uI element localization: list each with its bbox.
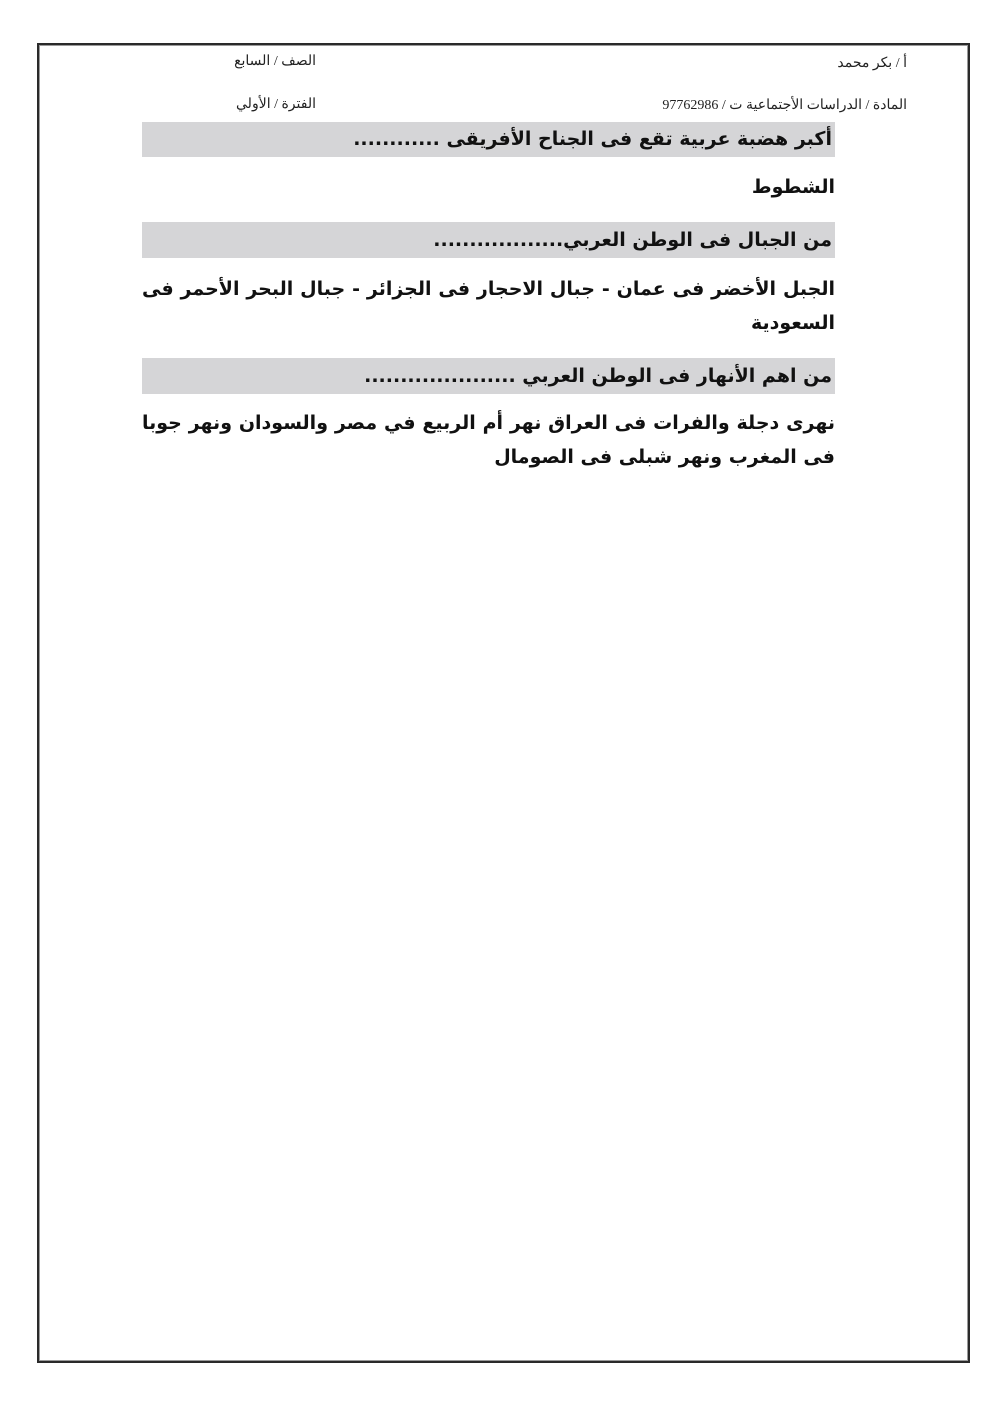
question-3: من اهم الأنهار فى الوطن العربي .....................: [142, 358, 835, 394]
teacher-name: أ / بكر محمد: [837, 56, 907, 71]
answer-3: نهرى دجلة والفرات فى العراق نهر أم الربيع في مصر والسودان ونهر جوبا فى المغرب ونهر شبلى فى الصومال: [142, 412, 835, 468]
grade-label: الصف / السابع: [234, 54, 316, 69]
term-label: الفترة / الأولي: [236, 97, 316, 112]
subject-line: المادة / الدراسات الأجتماعية ت / 97762986: [662, 98, 907, 113]
question-1: أكبر هضبة عربية تقع فى الجناح الأفريقى ............: [142, 122, 835, 157]
question-2: من الجبال فى الوطن العربي..................: [142, 222, 835, 258]
answer-2: الجبل الأخضر فى عمان - جبال الاحجار فى الجزائر - جبال البحر الأحمر فى السعودية: [142, 278, 835, 334]
answer-1: الشطوط: [751, 176, 835, 198]
